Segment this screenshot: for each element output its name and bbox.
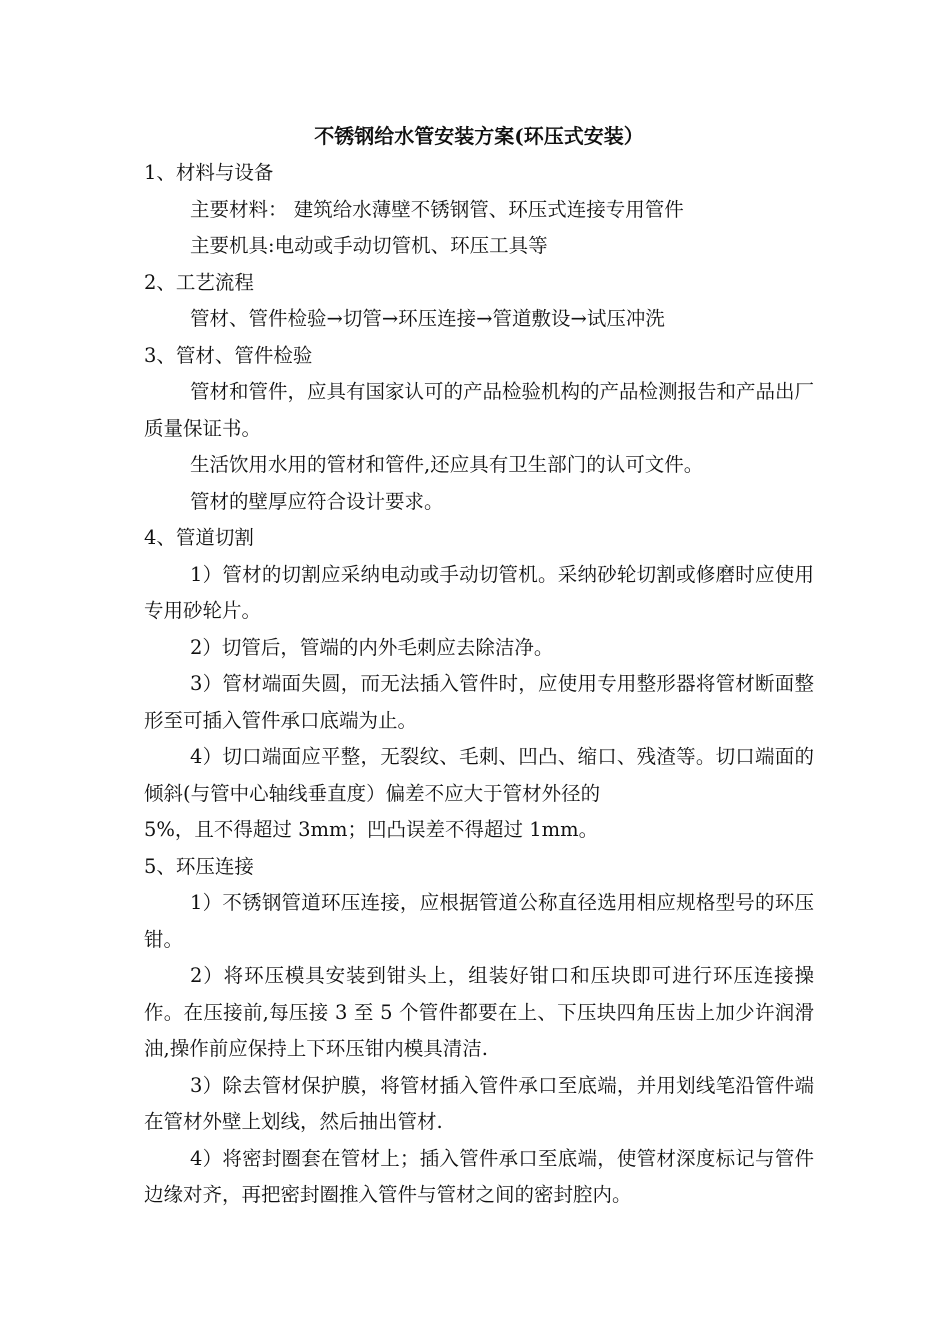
document-body bbox=[144, 118, 814, 1214]
section-heading-inspection: 3、管材、管件检验 bbox=[144, 343, 313, 367]
inspection-paragraph-2: 生活饮用水用的管材和管件,还应具有卫生部门的认可文件。 bbox=[190, 453, 704, 476]
cutting-paragraph-3: 3）管材端面失圆，而无法插入管件时，应使用专用整形器将管材断面整形至可插入管件承口底端为止。 bbox=[144, 672, 814, 732]
ring-press-paragraph-4: 4）将密封圈套在管材上；插入管件承口至底端，使管材深度标记与管件边缘对齐，再把密封圈推入管件与管材之间的密封腔内。 bbox=[144, 1146, 814, 1206]
main-materials-line: 主要材料： 建筑给水薄壁不锈钢管、环压式连接专用管件 bbox=[190, 197, 684, 221]
ring-press-paragraph-1: 1）不锈钢管道环压连接，应根据管道公称直径选用相应规格型号的环压钳。 bbox=[144, 891, 814, 951]
section-heading-process: 2、工艺流程 bbox=[144, 270, 254, 294]
process-flow-line: 管材、管件检验→切管→环压连接→管道敷设→试压冲洗 bbox=[190, 307, 665, 330]
main-tools-line: 主要机具:电动或手动切管机、环压工具等 bbox=[190, 234, 548, 257]
section-heading-materials: 1、材料与设备 bbox=[144, 161, 274, 184]
ring-press-paragraph-3: 3）除去管材保护膜，将管材插入管件承口至底端，并用划线笔沿管件端在管材外壁上划线，然后抽出管材. bbox=[144, 1073, 814, 1133]
cutting-paragraph-4-continuation: 5%，且不得超过 3mm；凹凸误差不得超过 1mm。 bbox=[144, 818, 599, 841]
cutting-paragraph-1: 1）管材的切割应采纳电动或手动切管机。采纳砂轮切割或修磨时应使用专用砂轮片。 bbox=[144, 562, 814, 622]
ring-press-paragraph-2: 2）将环压模具安装到钳头上，组装好钳口和压块即可进行环压连接操作。在压接前,每压接 3 至 5 个管件都要在上、下压块四角压齿上加少许润滑油,操作前应保持上下环压钳内模具清洁. bbox=[144, 964, 814, 1060]
document-title: 不锈钢给水管安装方案(环压式安装） bbox=[314, 124, 644, 148]
section-heading-ring-press: 5、环压连接 bbox=[144, 854, 254, 878]
inspection-paragraph-3: 管材的壁厚应符合设计要求。 bbox=[190, 489, 444, 513]
inspection-paragraph-1: 管材和管件，应具有国家认可的产品检验机构的产品检测报告和产品出厂质量保证书。 bbox=[144, 380, 815, 440]
cutting-paragraph-2: 2）切管后，管端的内外毛刺应去除洁净。 bbox=[190, 635, 554, 659]
section-heading-cutting: 4、管道切割 bbox=[144, 526, 254, 549]
cutting-paragraph-4: 4）切口端面应平整，无裂纹、毛刺、凹凸、缩口、残渣等。切口端面的倾斜(与管中心轴线垂直度）偏差不应大于管材外径的 bbox=[144, 745, 814, 805]
